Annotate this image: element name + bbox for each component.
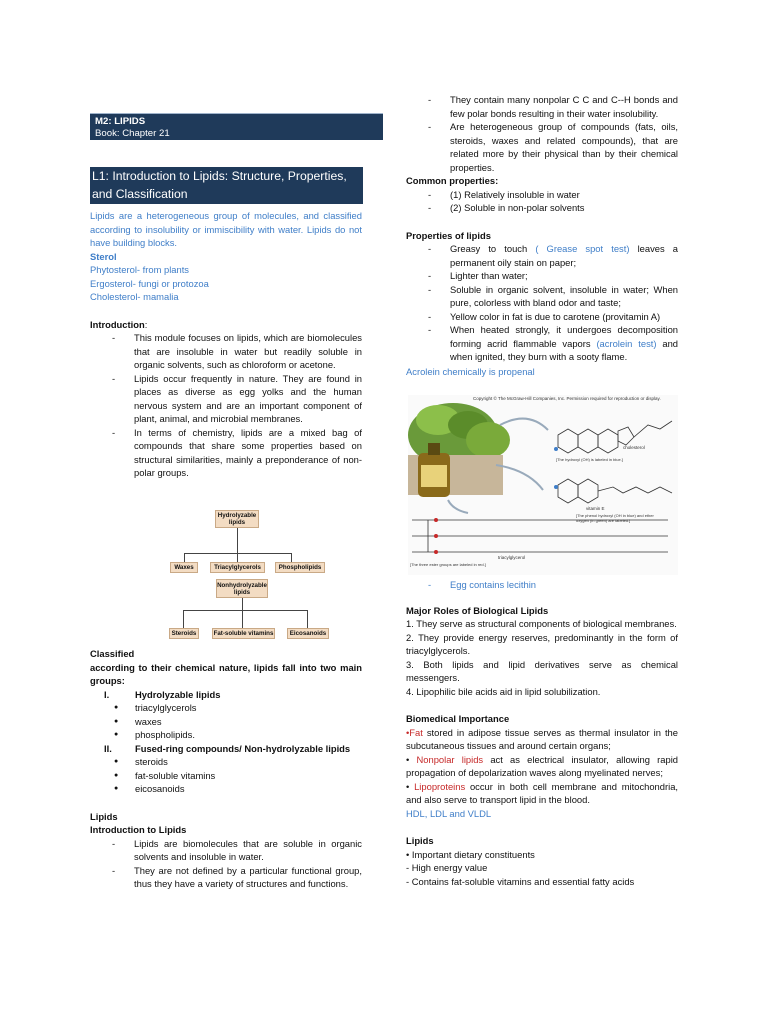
property-text: When heated strongly, it undergoes decomposition forming acrid flammable vapors [450, 324, 678, 349]
lesson-title: L1: Introduction to Lipids: Structure, Properties, and Classification [90, 167, 363, 204]
lipids-heading: Lipids [90, 810, 118, 822]
sterol-item: Ergosterol- fungi or protozoa [90, 277, 209, 289]
acrolein-note: Acrolein chemically is propenal [406, 365, 535, 377]
list-item: - (1) Relatively insoluble in water [406, 188, 678, 202]
list-item [406, 323, 678, 364]
role-item: 3. Both lipids and lipid derivatives serve as chemical messengers. [406, 658, 678, 683]
diagram-fat-soluble: Fat-soluble vitamins [213, 630, 274, 637]
highlight-term: Lipoproteins [414, 780, 466, 792]
list-item: ● phospholipids. [90, 728, 362, 742]
sterol-item: Phytosterol- from plants [90, 264, 189, 275]
properties-list [406, 242, 678, 364]
biomedical-heading: Biomedical Importance [406, 713, 510, 724]
right-column-bottom [406, 578, 678, 888]
egg-note-list [406, 578, 678, 592]
property-text: Greasy to touch [450, 243, 528, 254]
group-list [90, 701, 362, 742]
classified-heading: Classified [90, 648, 135, 659]
group-number: II. [104, 742, 112, 754]
lipids-end-heading: Lipids [406, 835, 434, 846]
bullet: • [406, 753, 417, 765]
list-item: ● steroids [90, 755, 362, 769]
acrolein-test: (acrolein test) [596, 337, 657, 349]
lipids-end-item: • Important dietary constituents [406, 848, 535, 860]
module-header [90, 113, 383, 140]
lipids-end-item: - Contains fat-soluble vitamins and essential fatty acids [406, 875, 635, 887]
property-text: and when ignited, they burn with a sooty flame. [450, 337, 679, 362]
diagram-nonhydrolyzable: Nonhydrolyzable lipids [216, 579, 268, 598]
right-column-top [406, 93, 678, 378]
lipids-figure [408, 395, 678, 575]
grease-spot-test: ( Grease spot test) [527, 243, 638, 254]
highlight-term: Nonpolar lipids [416, 753, 484, 765]
list-item: ● fat-soluble vitamins [90, 769, 362, 783]
lipid-definition: Lipids are a heterogeneous group of molecules, and classified according to insolubility or immiscibility with water. Lipids do not have building blocks. [90, 210, 362, 248]
list-item: - (2) Soluble in non-polar solvents [406, 201, 678, 215]
bullet: • [406, 726, 410, 738]
bullet: • [406, 780, 415, 792]
role-item: 2. They provide energy reserves, predominantly in the form of triacylglycerols. [406, 631, 678, 656]
biomedical-item [406, 780, 678, 807]
list-item: - Lipids are biomolecules that are soluble in organic solvents and insoluble in water. [90, 837, 362, 864]
figure-cholesterol-note: [The hydroxyl (OH) is labeled in blue.] [556, 457, 623, 462]
diagram-phospholipids: Phospholipids [275, 562, 325, 573]
introduction-list [90, 331, 362, 480]
diagram-triacylglycerols: Triacylglycerols [210, 562, 265, 573]
list-item: - Soluble in organic solvent, insoluble in water; When pure, colorless with bland odor and taste; [406, 283, 678, 310]
list-item: - Are heterogeneous group of compounds (fats, oils, steroids, waxes and related compounds), that are related more by their physical than by their chemical properties. [406, 120, 678, 174]
list-item: - They are not defined by a particular functional group, thus they have a variety of structures and functions. [90, 864, 362, 891]
biomedical-text: stored in adipose tissue serves as thermal insulator in the subcutaneous tissues and around certain organs; [406, 726, 678, 751]
lipid-classification-diagram [165, 506, 340, 641]
group-heading [90, 688, 362, 702]
group-label: Hydrolyzable lipids [135, 688, 221, 700]
figure-cholesterol-label: cholesterol [623, 445, 645, 450]
sterol-item: Cholesterol- mamalia [90, 291, 179, 302]
lipids-intro-list [90, 837, 362, 891]
sterol-heading: Sterol [90, 250, 117, 262]
book-reference: Book: Chapter 21 [95, 127, 170, 139]
common-properties-heading: Common properties: [406, 175, 499, 186]
list-item: - In terms of chemistry, lipids are a mixed bag of compounds that share some properties based on structural similarities, mainly a preponderance of non-polar groups. [90, 426, 362, 480]
roles-heading: Major Roles of Biological Lipids [406, 604, 549, 616]
list-item: ● triacylglycerols [90, 701, 362, 715]
figure-vitamin-note: [The phenol hydroxyl (OH in blue) and ether oxygen (in green) are labeled.] [576, 513, 654, 523]
figure-copyright: Copyright © The McGraw-Hill Companies, Inc. Permission required for reproduction or display. [473, 396, 661, 401]
list-item [406, 242, 678, 269]
intro-to-lipids-heading: Introduction to Lipids [90, 824, 187, 835]
lipids-figure-art [408, 395, 678, 575]
group-label: Fused-ring compounds/ Non-hydrolyzable lipids [135, 742, 351, 754]
figure-triacylglycerol-label: triacylglycerol [498, 555, 526, 560]
figure-triacylglycerol-note: [The three ester groups are labeled in red.] [410, 562, 486, 567]
list-item: - They contain many nonpolar C C and C--H bonds and few polar bonds resulting in their water insolubility. [406, 93, 678, 120]
diagram-steroids: Steroids [169, 628, 199, 639]
diagram-waxes: Waxes [170, 562, 198, 573]
diagram-eicosanoids: Eicosanoids [287, 628, 329, 639]
role-item: 1. They serve as structural components of biological membranes. [406, 618, 677, 629]
lipids-end-item: - High energy value [406, 862, 488, 873]
list-item: - Lipids occur frequently in nature. They are found in places as diverse as egg yolks and the human nervous system and are an important component of plant, animal, and microbial membranes. [90, 372, 362, 426]
classified-lead: according to their chemical nature, lipids fall into two main groups: [90, 661, 362, 686]
left-column [90, 209, 362, 480]
group-list [90, 755, 362, 796]
group-heading [90, 742, 362, 756]
role-item: 4. Lipophilic bile acids aid in lipid solubilization. [406, 685, 601, 697]
group-number: I. [104, 688, 110, 700]
biomedical-item [406, 726, 678, 753]
lipid-traits-list [406, 93, 678, 174]
list-item: - Yellow color in fat is due to carotene (provitamin A) [406, 310, 678, 324]
module-title: M2: LIPIDS [95, 116, 146, 127]
properties-heading: Properties of lipids [406, 229, 491, 241]
diagram-hydrolyzable: Hydrolyzable lipids [215, 510, 259, 528]
introduction-heading-text: Introduction [90, 318, 145, 330]
introduction-heading: Introduction: [90, 318, 148, 330]
biomedical-text: occur in both cell membrane and mitochondria, and also serve to transport lipid in the blood. [406, 780, 679, 805]
classified-section [90, 647, 362, 891]
list-item: - Egg contains lecithin [406, 578, 678, 592]
biomedical-text: act as electrical insulator, allowing rapid propagation of depolarization waves along myelinated nerves; [406, 753, 679, 778]
list-item: - Lighter than water; [406, 269, 678, 283]
property-text: leaves a permanent oily stain on paper; [450, 243, 679, 268]
list-item: ● eicosanoids [90, 782, 362, 796]
list-item: - This module focuses on lipids, which are biomolecules that are insoluble in water but readily soluble in organic solvents, such as chloroform or acetone. [90, 331, 362, 372]
figure-vitamin-label: vitamin E [586, 506, 605, 511]
lipoprotein-types: HDL, LDL and VLDL [406, 807, 492, 819]
list-item: ● waxes [90, 715, 362, 729]
biomedical-item [406, 753, 678, 780]
common-properties-list [406, 188, 678, 215]
highlight-term: Fat [409, 726, 423, 738]
